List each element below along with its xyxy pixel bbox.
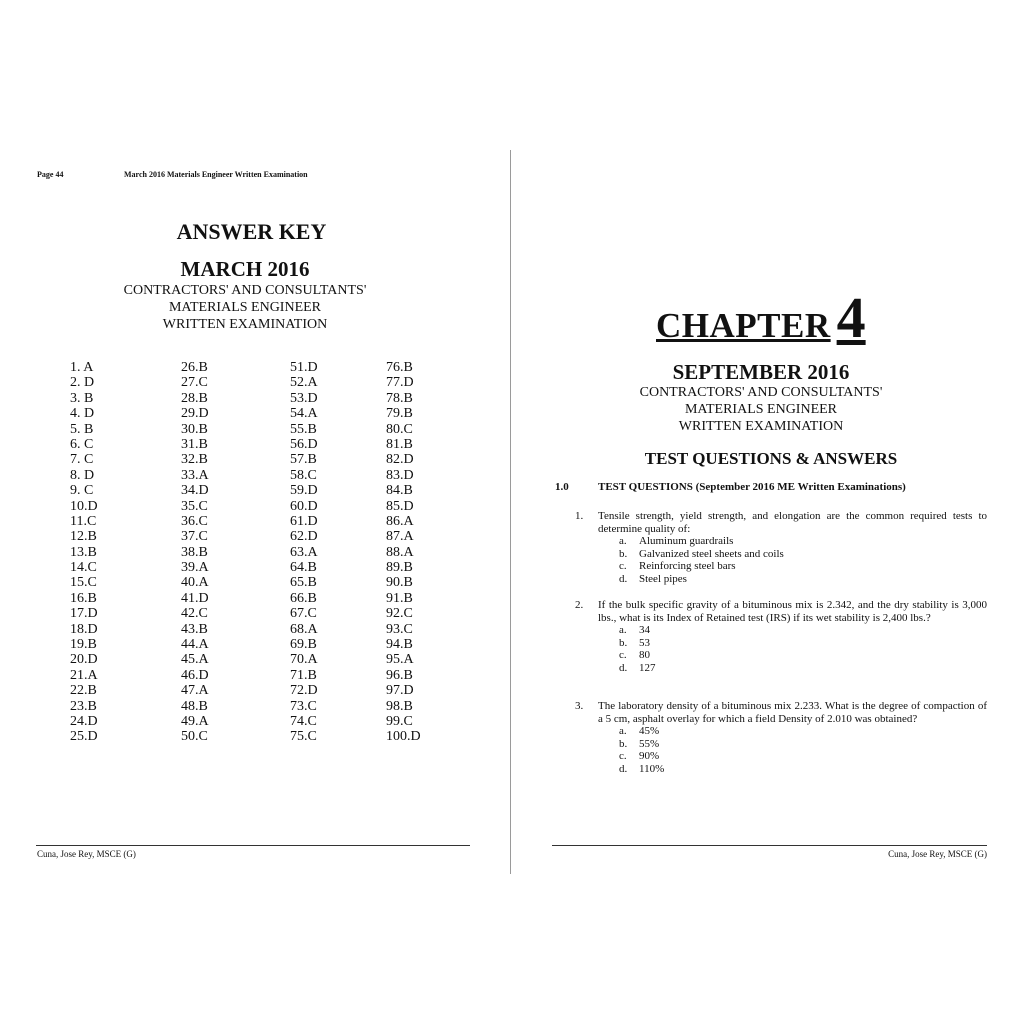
answer-entry: 99.C <box>386 713 413 729</box>
answer-entry: 85.D <box>386 498 414 514</box>
answer-option <box>619 637 987 650</box>
answer-entry: 72.D <box>290 683 318 699</box>
answer-entry: 32.B <box>181 452 208 468</box>
option-letter: a. <box>619 535 627 548</box>
chapter-number: 4 <box>836 285 866 350</box>
exam-subtitle-line: WRITTEN EXAMINATION <box>678 419 844 434</box>
answer-key-subtitle-line: WRITTEN EXAMINATION <box>162 317 328 332</box>
answer-entry: 96.B <box>386 667 413 683</box>
answer-entry: 97.D <box>386 683 414 699</box>
answer-key-subtitle-line: MATERIALS ENGINEER <box>168 300 322 315</box>
answer-entry: 10.D <box>70 498 98 514</box>
answer-entry: 56.D <box>290 436 318 452</box>
answer-entry: 83.D <box>386 467 414 483</box>
answer-entry: 98.B <box>386 698 413 714</box>
answer-entry: 90.B <box>386 575 413 591</box>
answer-entry: 24.D <box>70 713 98 729</box>
answer-entry: 33.A <box>181 467 209 483</box>
answer-column-2 <box>181 360 209 745</box>
answer-entry: 38.B <box>181 544 208 560</box>
page-number: Page 44 <box>37 170 64 179</box>
answer-entry: 78.B <box>386 390 413 406</box>
answer-column-4 <box>386 360 421 745</box>
question-text: If the bulk specific gravity of a bituminous mix is 2.342, and the dry stability is 3,000 lbs., what is its Index of Retained test (IRS) if its wet stability is 2,400 lbs.? <box>598 599 987 624</box>
answer-option <box>619 725 987 738</box>
answer-entry: 65.B <box>290 575 317 591</box>
answer-entry: 28.B <box>181 390 208 406</box>
option-text: Steel pipes <box>639 572 687 585</box>
chapter-heading <box>656 284 866 351</box>
question-text: The laboratory density of a bituminous mix 2.233. What is the degree of compaction of a 5 cm, asphalt overlay for which a field Density of 2.010 was obtained? <box>598 700 987 725</box>
question-item <box>575 700 987 776</box>
option-text: Aluminum guardrails <box>639 535 734 548</box>
answer-entry: 48.B <box>181 698 208 714</box>
answer-entry: 40.A <box>181 575 209 591</box>
answer-entry: 71.B <box>290 667 317 683</box>
option-text: 90% <box>639 750 660 763</box>
answer-entry: 93.C <box>386 621 413 637</box>
answer-entry: 16.B <box>70 590 97 606</box>
answer-entry: 26.B <box>181 360 208 375</box>
answer-entry: 67.C <box>290 606 317 622</box>
answer-entry: 43.B <box>181 621 208 637</box>
answer-entry: 42.C <box>181 606 208 622</box>
answer-entry: 54.A <box>290 406 318 422</box>
answer-column-1 <box>70 360 98 745</box>
answer-entry: 45.A <box>181 652 209 668</box>
answer-entry: 73.C <box>290 698 317 714</box>
option-text: 53 <box>639 636 650 649</box>
answer-option <box>619 750 987 763</box>
question-text: Tensile strength, yield strength, and elongation are the common required tests to determine quality of: <box>598 510 987 535</box>
option-text: Reinforcing steel bars <box>639 560 736 573</box>
answer-entry: 12.B <box>70 529 97 545</box>
answer-entry: 17.D <box>70 606 98 622</box>
section-number: 1.0 <box>555 481 569 493</box>
answer-option <box>619 624 987 637</box>
answer-entry: 55.B <box>290 421 317 437</box>
answer-entry: 19.B <box>70 637 97 653</box>
section-title: TEST QUESTIONS (September 2016 ME Written Examinations) <box>598 481 906 493</box>
answer-entry: 41.D <box>181 590 209 606</box>
answer-option <box>619 535 987 548</box>
option-letter: c. <box>619 560 627 573</box>
answer-entry: 5. B <box>70 421 94 437</box>
answer-entry: 94.B <box>386 637 413 653</box>
answer-entry: 77.D <box>386 375 414 391</box>
option-letter: a. <box>619 624 627 637</box>
answer-entry: 27.C <box>181 375 208 391</box>
option-text: 80 <box>639 649 650 662</box>
answer-entry: 87.A <box>386 529 414 545</box>
answer-entry: 44.A <box>181 637 209 653</box>
section-heading: TEST QUESTIONS & ANSWERS <box>644 449 898 468</box>
answer-entry: 61.D <box>290 513 318 529</box>
page-divider <box>510 150 511 874</box>
answer-entry: 53.D <box>290 390 318 406</box>
answer-entry: 68.A <box>290 621 318 637</box>
option-text: 45% <box>639 725 660 738</box>
answer-entry: 64.B <box>290 560 317 576</box>
answer-entry: 52.A <box>290 375 318 391</box>
answer-entry: 59.D <box>290 483 318 499</box>
answer-option <box>619 573 987 586</box>
question-number: 1. <box>575 510 584 522</box>
option-letter: b. <box>619 737 628 750</box>
answer-option <box>619 738 987 751</box>
answer-entry: 21.A <box>70 667 98 683</box>
answer-entry: 13.B <box>70 544 97 560</box>
option-letter: c. <box>619 649 627 662</box>
answer-option <box>619 763 987 776</box>
answer-entry: 92.C <box>386 606 413 622</box>
answer-entry: 14.C <box>70 560 97 576</box>
option-letter: d. <box>619 661 628 674</box>
question-number: 3. <box>575 700 584 712</box>
answer-entry: 88.A <box>386 544 414 560</box>
answer-entry: 4. D <box>70 406 95 422</box>
answer-entry: 46.D <box>181 667 209 683</box>
option-letter: a. <box>619 725 627 738</box>
answer-entry: 47.A <box>181 683 209 699</box>
answer-entry: 20.D <box>70 652 98 668</box>
answer-entry: 86.A <box>386 513 414 529</box>
answer-entry: 63.A <box>290 544 318 560</box>
answer-entry: 50.C <box>181 729 208 745</box>
option-letter: c. <box>619 750 627 763</box>
footer-rule <box>36 845 470 846</box>
answer-entry: 7. C <box>70 452 94 468</box>
option-text: 55% <box>639 737 660 750</box>
answer-entry: 84.B <box>386 483 413 499</box>
answer-entry: 37.C <box>181 529 208 545</box>
answer-entry: 62.D <box>290 529 318 545</box>
answer-entry: 79.B <box>386 406 413 422</box>
left-page <box>0 0 510 1024</box>
option-letter: b. <box>619 636 628 649</box>
footer-author: Cuna, Jose Rey, MSCE (G) <box>37 849 136 859</box>
answer-column-3 <box>290 360 318 745</box>
option-text: Galvanized steel sheets and coils <box>639 547 784 560</box>
answer-entry: 25.D <box>70 729 98 745</box>
answer-entry: 1. A <box>70 360 94 375</box>
option-letter: d. <box>619 762 628 775</box>
footer-author: Cuna, Jose Rey, MSCE (G) <box>888 849 987 859</box>
answer-option <box>619 662 987 675</box>
answer-entry: 69.B <box>290 637 317 653</box>
answer-entry: 29.D <box>181 406 209 422</box>
answer-entry: 9. C <box>70 483 94 499</box>
answer-entry: 30.B <box>181 421 208 437</box>
answer-entry: 58.C <box>290 467 317 483</box>
answer-key-title: ANSWER KEY <box>176 219 327 244</box>
answer-entry: 95.A <box>386 652 414 668</box>
footer-rule <box>552 845 987 846</box>
answer-key-month: MARCH 2016 <box>180 257 310 281</box>
answer-entry: 11.C <box>70 513 97 529</box>
answer-entry: 91.B <box>386 590 413 606</box>
answer-option <box>619 548 987 561</box>
answer-entry: 15.C <box>70 575 97 591</box>
option-letter: b. <box>619 547 628 560</box>
answer-entry: 70.A <box>290 652 318 668</box>
question-item <box>575 510 987 586</box>
answer-entry: 8. D <box>70 467 95 483</box>
answer-entry: 31.B <box>181 436 208 452</box>
answer-entry: 6. C <box>70 436 94 452</box>
answer-option <box>619 560 987 573</box>
answer-entry: 35.C <box>181 498 208 514</box>
question-item <box>575 599 987 675</box>
answer-entry: 51.D <box>290 360 318 375</box>
answer-entry: 34.D <box>181 483 209 499</box>
option-letter: d. <box>619 572 628 585</box>
answer-entry: 57.B <box>290 452 317 468</box>
option-text: 34 <box>639 624 650 637</box>
option-text: 127 <box>639 661 656 674</box>
answer-entry: 49.A <box>181 713 209 729</box>
answer-entry: 76.B <box>386 360 413 375</box>
answer-key-subtitle-line: CONTRACTORS' AND CONSULTANTS' <box>123 283 367 298</box>
option-text: 110% <box>639 762 665 775</box>
running-title: March 2016 Materials Engineer Written Examination <box>124 170 308 179</box>
exam-subtitle-line: MATERIALS ENGINEER <box>684 402 838 417</box>
answer-entry: 100.D <box>386 729 421 745</box>
answer-entry: 80.C <box>386 421 413 437</box>
answer-entry: 39.A <box>181 560 209 576</box>
answer-entry: 3. B <box>70 390 94 406</box>
answer-entry: 22.B <box>70 683 97 699</box>
answer-entry: 75.C <box>290 729 317 745</box>
answer-entry: 74.C <box>290 713 317 729</box>
answer-entry: 60.D <box>290 498 318 514</box>
answer-entry: 2. D <box>70 375 95 391</box>
answer-option <box>619 649 987 662</box>
answer-entry: 18.D <box>70 621 98 637</box>
answer-entry: 23.B <box>70 698 97 714</box>
answer-entry: 36.C <box>181 513 208 529</box>
exam-subtitle-line: CONTRACTORS' AND CONSULTANTS' <box>639 385 883 400</box>
question-number: 2. <box>575 599 584 611</box>
answer-entry: 81.B <box>386 436 413 452</box>
answer-entry: 82.D <box>386 452 414 468</box>
exam-month: SEPTEMBER 2016 <box>672 360 850 384</box>
answer-entry: 66.B <box>290 590 317 606</box>
answer-entry: 89.B <box>386 560 413 576</box>
chapter-word: CHAPTER <box>656 306 831 345</box>
